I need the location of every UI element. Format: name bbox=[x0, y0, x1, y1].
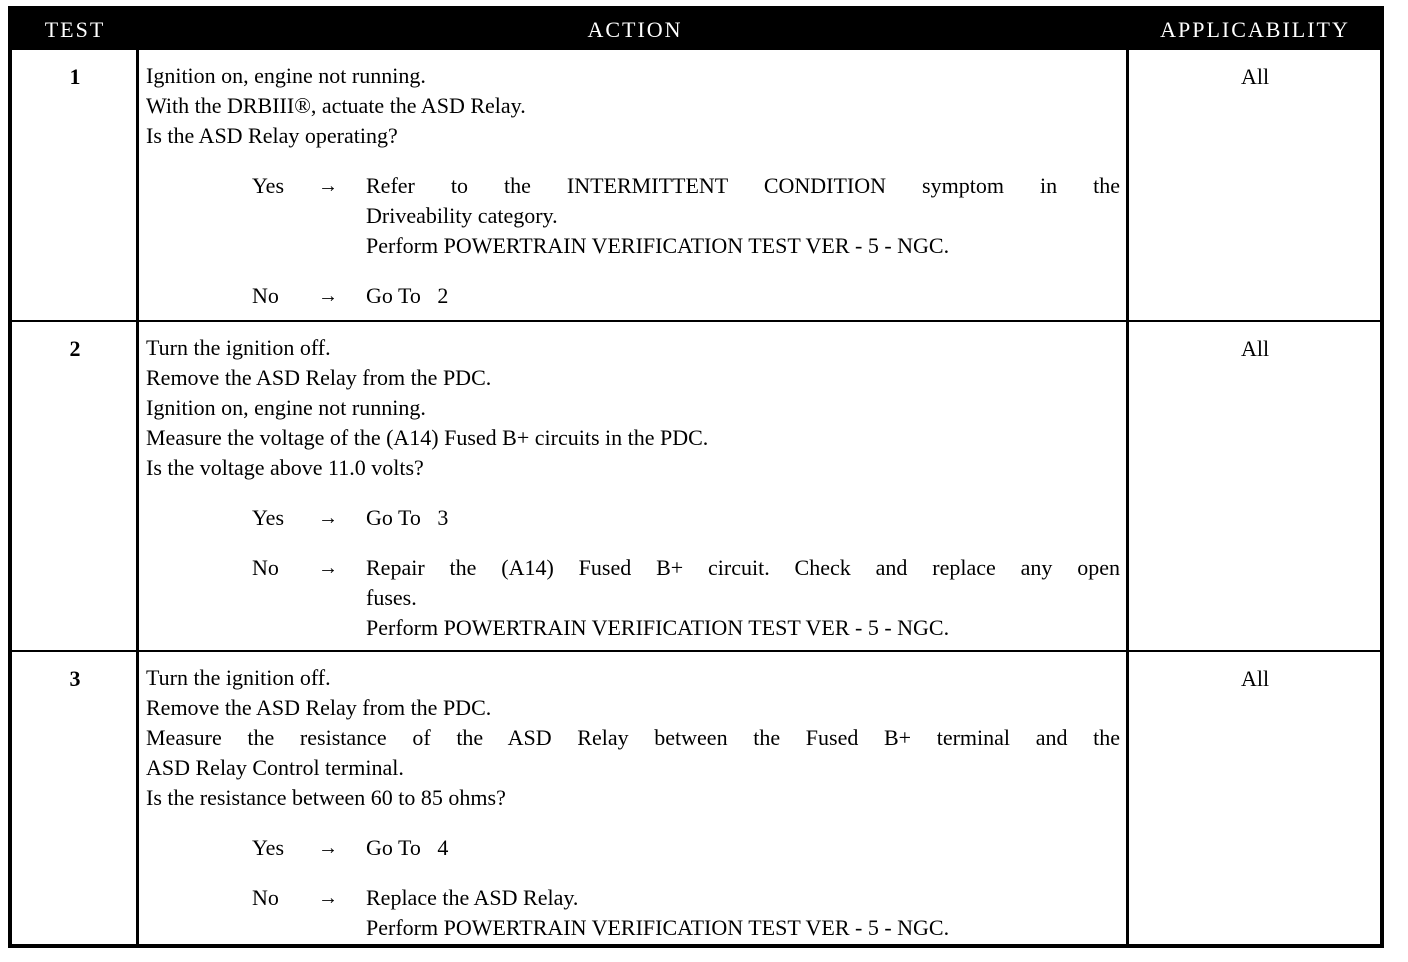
step-text: Ignition on, engine not running. bbox=[146, 63, 426, 88]
result-line: Refer to the INTERMITTENT CONDITION symptom in the bbox=[366, 173, 1120, 198]
arrow-right-icon: → bbox=[318, 887, 338, 909]
outcome-label: No bbox=[252, 283, 279, 308]
step-text: With the DRBIII®, actuate the ASD Relay. bbox=[146, 93, 526, 118]
step-text: Is the resistance between 60 to 85 ohms? bbox=[146, 785, 506, 810]
outcome-no bbox=[146, 553, 1120, 643]
result-line: Go To 3 bbox=[366, 505, 449, 530]
step-text: Ignition on, engine not running. bbox=[146, 395, 426, 420]
outcome-result bbox=[366, 171, 1120, 261]
arrow-right-icon: → bbox=[318, 557, 338, 579]
test-action bbox=[146, 333, 1120, 643]
outcome-result bbox=[366, 503, 1120, 533]
arrow-right-icon: → bbox=[318, 507, 338, 529]
step-text: ASD Relay Control terminal. bbox=[146, 755, 404, 780]
test-applicability: All bbox=[1240, 64, 1270, 89]
result-line: fuses. bbox=[366, 585, 417, 610]
step-text: Measure the resistance of the ASD Relay between the Fused B+ terminal and the bbox=[146, 725, 1120, 750]
result-line: Perform POWERTRAIN VERIFICATION TEST VER - 5 - NGC. bbox=[366, 615, 950, 640]
outcome-yes bbox=[146, 171, 1120, 261]
header-action: ACTION bbox=[587, 17, 683, 42]
result-line: Perform POWERTRAIN VERIFICATION TEST VER - 5 - NGC. bbox=[366, 915, 950, 940]
step-text: Is the ASD Relay operating? bbox=[146, 123, 398, 148]
arrow-right-icon: → bbox=[318, 175, 338, 197]
header-applicability: APPLICABILITY bbox=[1160, 17, 1350, 42]
outcome-label: No bbox=[252, 885, 279, 910]
outcome-result bbox=[366, 281, 1120, 311]
step-text: Turn the ignition off. bbox=[146, 665, 331, 690]
result-line: Driveability category. bbox=[366, 203, 558, 228]
test-row-2 bbox=[12, 322, 1380, 652]
test-number: 3 bbox=[69, 666, 81, 691]
test-action bbox=[146, 61, 1120, 311]
outcome-label: Yes bbox=[252, 835, 285, 860]
header-test: TEST bbox=[44, 17, 106, 42]
step-text: Remove the ASD Relay from the PDC. bbox=[146, 695, 492, 720]
outcome-label: Yes bbox=[252, 505, 285, 530]
step-text: Remove the ASD Relay from the PDC. bbox=[146, 365, 492, 390]
result-line: Go To 2 bbox=[366, 283, 449, 308]
outcome-result bbox=[366, 553, 1120, 643]
test-action bbox=[146, 663, 1120, 943]
test-number: 1 bbox=[69, 64, 81, 89]
result-line: Replace the ASD Relay. bbox=[366, 885, 579, 910]
arrow-right-icon: → bbox=[318, 285, 338, 307]
step-text: Measure the voltage of the (A14) Fused B+ circuits in the PDC. bbox=[146, 425, 709, 450]
step-text: Turn the ignition off. bbox=[146, 335, 331, 360]
outcome-no bbox=[146, 281, 1120, 311]
test-row-3 bbox=[12, 652, 1380, 944]
outcome-label: Yes bbox=[252, 173, 285, 198]
test-number: 2 bbox=[69, 336, 81, 361]
outcome-result bbox=[366, 833, 1120, 863]
test-row-1 bbox=[12, 50, 1380, 322]
outcome-label: No bbox=[252, 555, 279, 580]
diagnostic-test-table bbox=[8, 6, 1384, 948]
result-line: Repair the (A14) Fused B+ circuit. Check and replace any open bbox=[366, 555, 1120, 580]
outcome-no bbox=[146, 883, 1120, 943]
result-line: Perform POWERTRAIN VERIFICATION TEST VER - 5 - NGC. bbox=[366, 233, 950, 258]
outcome-yes bbox=[146, 833, 1120, 863]
result-line: Go To 4 bbox=[366, 835, 449, 860]
table-header bbox=[12, 10, 1380, 50]
outcome-result bbox=[366, 883, 1120, 943]
test-applicability: All bbox=[1240, 336, 1270, 361]
step-text: Is the voltage above 11.0 volts? bbox=[146, 455, 424, 480]
arrow-right-icon: → bbox=[318, 837, 338, 859]
test-applicability: All bbox=[1240, 666, 1270, 691]
outcome-yes bbox=[146, 503, 1120, 533]
